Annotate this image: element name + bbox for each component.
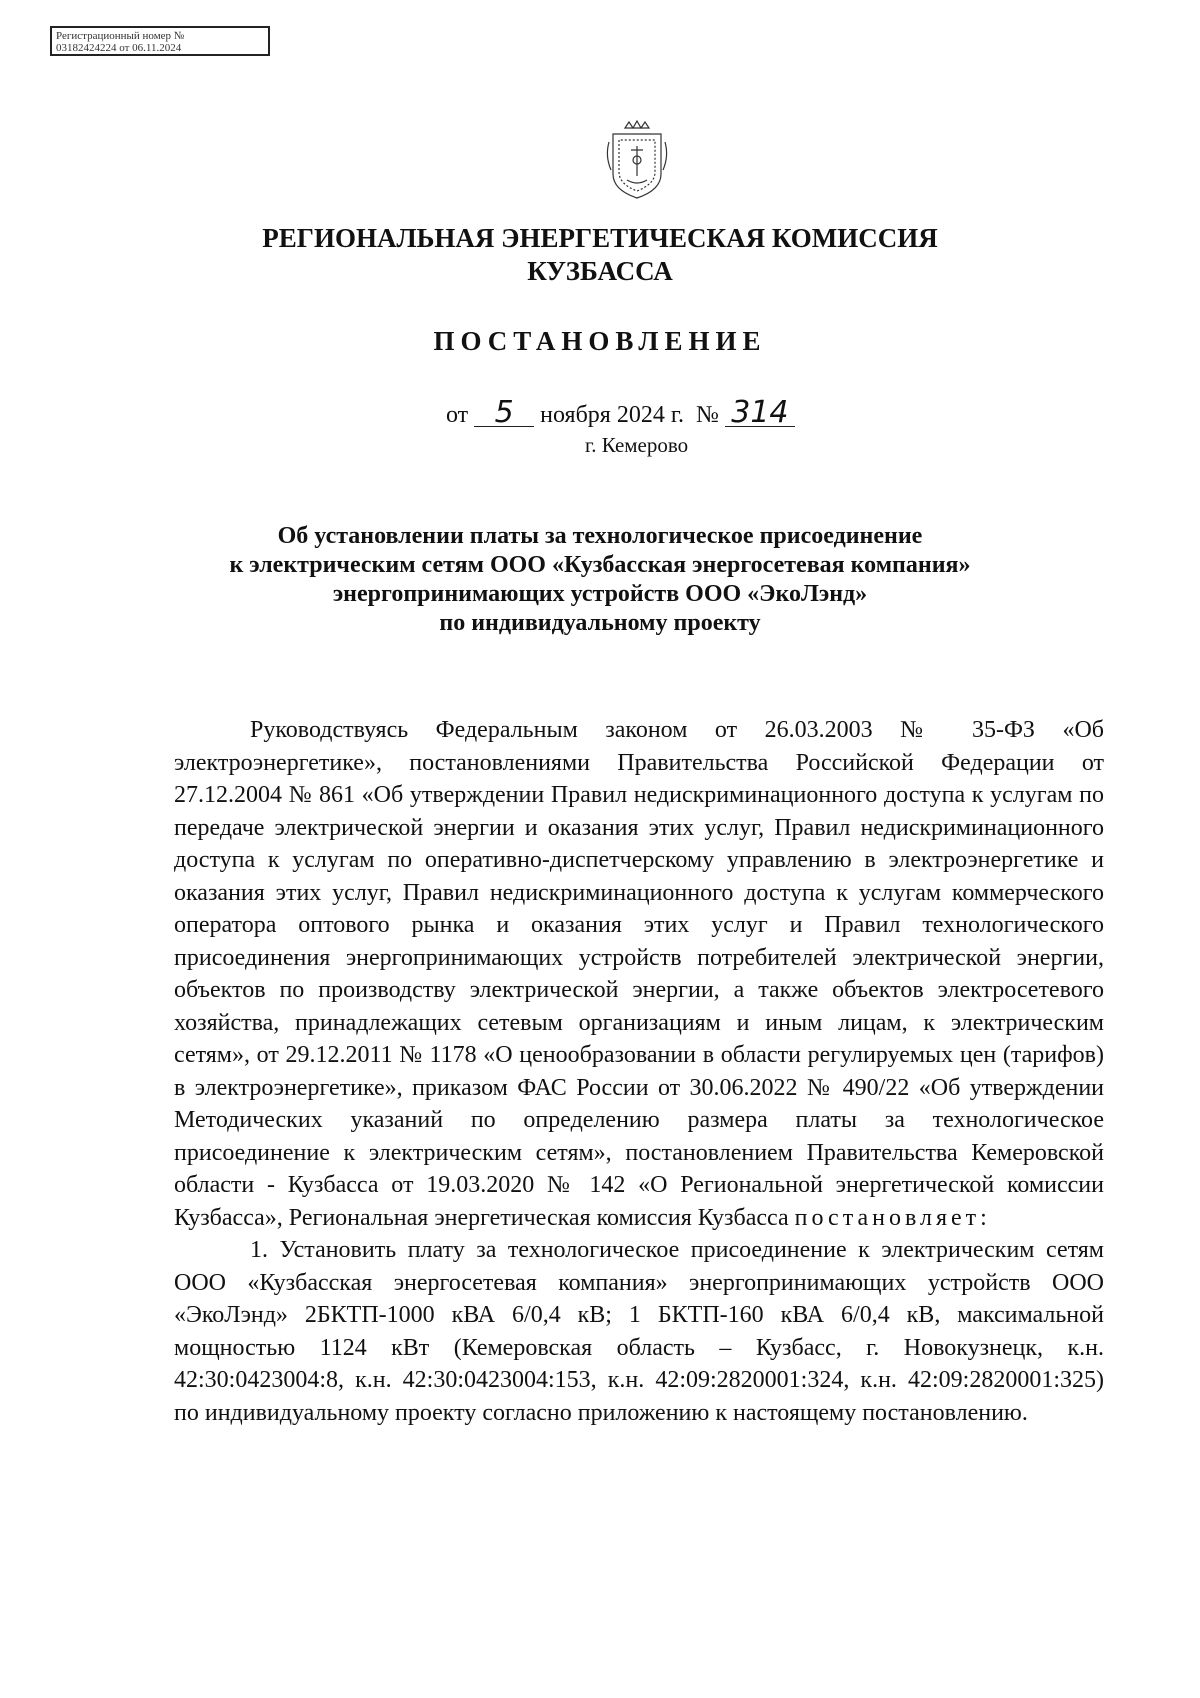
city: г. Кемерово — [585, 433, 689, 457]
item-1-paragraph: 1. Установить плату за технологическое присоединение к электрическим сетям ООО «Кузбасская энергосетевая компания» энергопринимающих устройств ООО «ЭкоЛэнд» 2БКТП-1000 кВА 6/0,4 кВ; 1 БКТП-160 кВА 6/0,4 кВ, максимальной мощностью 1124 кВт (Кемеровская область – Кузбасс, г. Новокузнецк, к.н. 42:30:0423004:8, к.н. 42:30:0423004:153, к.н. 42:09:2820001:324, к.н. 42:09:2820001:325) по индивидуальному проекту согласно приложению к настоящему постановлению. — [174, 1237, 1104, 1426]
date-prefix: от — [446, 402, 469, 428]
number-sign: № — [695, 402, 719, 428]
preamble-paragraph — [174, 714, 1104, 1234]
kuzbass-coat-of-arms-icon — [603, 120, 671, 202]
organization-name — [0, 222, 1200, 288]
document-type: ПОСТАНОВЛЕНИЕ — [433, 326, 767, 356]
subject-line2: к электрическим сетям ООО «Кузбасская энергосетевая компания» — [229, 552, 971, 578]
registration-stamp — [50, 26, 270, 56]
decree-word: постановляет: — [794, 1204, 991, 1231]
subject-line4: по индивидуальному проекту — [439, 610, 761, 636]
organization-name-line2: КУЗБАССА — [527, 256, 673, 286]
registration-number: 03182424224 от 06.11.2024 — [56, 42, 182, 54]
organization-name-line1: РЕГИОНАЛЬНАЯ ЭНЕРГЕТИЧЕСКАЯ КОМИССИЯ — [262, 223, 938, 253]
date-and-number — [446, 395, 795, 430]
subject-line3: энергопринимающих устройств ООО «ЭкоЛэнд» — [332, 581, 868, 607]
subject-line1: Об установлении платы за технологическое присоединение — [277, 523, 923, 549]
handwritten-number: 314 — [725, 400, 795, 427]
preamble-text: Руководствуясь Федеральным законом от 26.03.2003 № 35-ФЗ «Об электроэнергетике», постановлениями Правительства Российской Федерации от 27.12.2004 № 861 «Об утверждении Правил недискриминационного доступа к услугам по передаче электрической энергии и оказания этих услуг, Правил недискриминационного доступа к услугам по оперативно-диспетчерскому управлению в электроэнергетике и оказания этих услуг, Правил недискриминационного доступа к услугам коммерческого оператора оптового рынка и оказания этих услуг и Правил технологического присоединения энергопринимающих устройств потребителей электрической энергии, объектов по производству электрической энергии, а также объектов электросетевого хозяйства, принадлежащих сетевым организациям и иным лицам, к электрическим сетям», от 29.12.2011 № 1178 «О ценообразовании в области регулируемых цен (тарифов) в электроэнергетике», приказом ФАС России от 30.06.2022 № 490/22 «Об утверждении Методических указаний по определению размера платы за технологическое присоединение к электрическим сетям», постановлением Правительства Кемеровской области - Кузбасса от 19.03.2020 № 142 «О Региональной энергетической комиссии Кузбасса», Региональная энергетическая комиссия Кузбасса — [174, 717, 1104, 1231]
document-body — [174, 714, 1104, 1429]
handwritten-day: 5 — [474, 400, 534, 427]
registration-label: Регистрационный номер № — [56, 30, 185, 42]
document-subject — [0, 522, 1200, 638]
month-year: ноября 2024 г. — [540, 402, 684, 428]
